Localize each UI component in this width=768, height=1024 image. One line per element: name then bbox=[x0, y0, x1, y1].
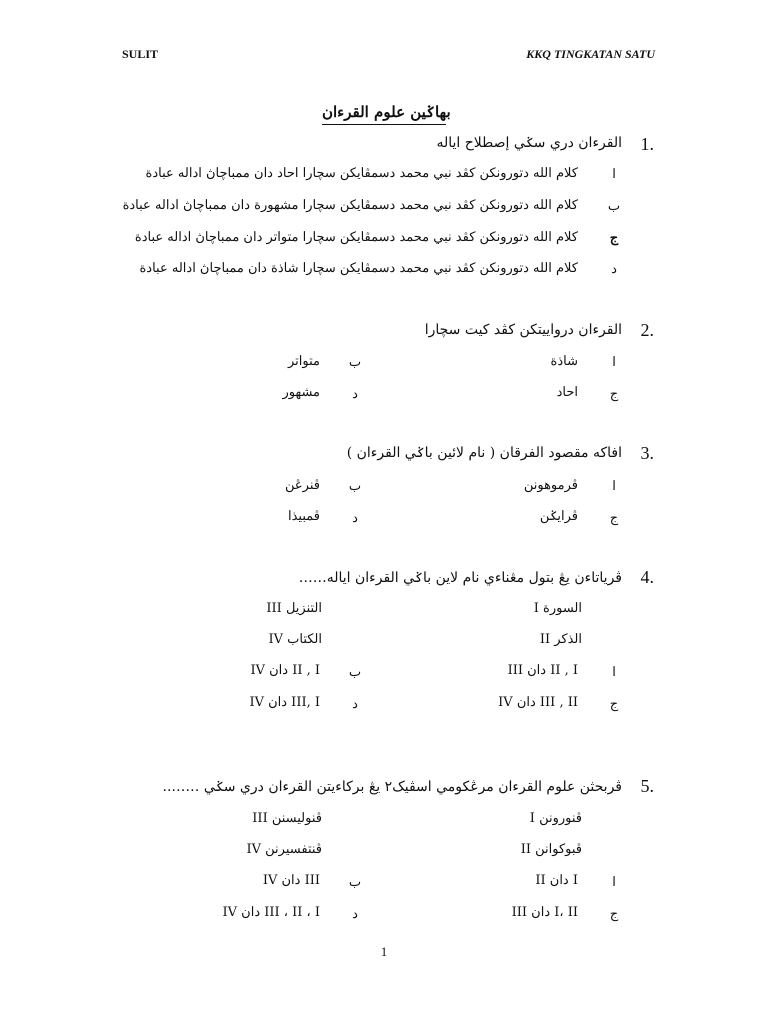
option-text: كلام الله دتورونكن كڤد نبي محمد دسمڤايكن سچارا احاد دان ممباچاڽ اداله عبادة bbox=[145, 166, 578, 181]
option-text: ڤمبيذا bbox=[287, 509, 320, 524]
question-number: 5. bbox=[640, 776, 654, 796]
option-letter: ب bbox=[348, 875, 362, 890]
option-text: ڤرايݢن bbox=[539, 509, 578, 524]
option-letter: د bbox=[611, 262, 617, 277]
option-letter: ج bbox=[609, 387, 619, 402]
page-title: بهاݢين علوم القرءان bbox=[322, 103, 446, 125]
option-text: متواتر bbox=[287, 354, 320, 369]
option-letter: ج bbox=[609, 511, 619, 526]
option-text: ڤرموهونن bbox=[523, 478, 578, 493]
option-letter: د bbox=[352, 697, 358, 712]
question-text: القرءان درواييتكن كڤد كيت سچارا bbox=[424, 322, 622, 338]
option-text: II دان I bbox=[535, 873, 578, 888]
option-text: مشهور bbox=[282, 385, 320, 400]
option-letter: ب bbox=[607, 199, 621, 214]
statement: III التنزيل bbox=[266, 601, 322, 616]
option-letter: ا bbox=[612, 355, 616, 370]
option-letter: ج bbox=[609, 907, 619, 922]
option-text: III دان II , I bbox=[507, 663, 578, 678]
option-letter: ا bbox=[612, 665, 616, 680]
option-letter: د bbox=[352, 907, 358, 922]
question-text: ڤربحثن علوم القرءان مرڠكومي اسڤيک٢ يڠ بركاءيتن القرءان دري سݢي …….. bbox=[162, 779, 622, 795]
statement: II ڤبوكوانن bbox=[520, 842, 582, 857]
option-letter: د bbox=[352, 387, 358, 402]
question-number: 3. bbox=[640, 443, 654, 463]
option-text: III دان I، II bbox=[511, 905, 578, 920]
statement: IV ڤنتفسيرنن bbox=[246, 842, 322, 857]
option-letter: د bbox=[352, 511, 358, 526]
question-text: ڤرياتاءن يڠ بتول مڠناءي نام لاين باݢي القرءان اياله…… bbox=[298, 570, 622, 586]
question-text: افاكه مقصود الفرقان ( نام لائين باݢي القرءان ) bbox=[346, 445, 622, 461]
option-text: كلام الله دتورونكن كڤد نبي محمد دسمڤايكن سچارا متواتر دان ممباچاڽ اداله عبادة bbox=[134, 230, 578, 245]
option-letter: ج bbox=[609, 231, 619, 246]
statement: III ڤنوليسنن bbox=[252, 811, 322, 826]
header-left: SULIT bbox=[122, 47, 159, 61]
question-number: 1. bbox=[640, 134, 654, 154]
option-text: كلام الله دتورونكن كڤد نبي محمد دسمڤايكن سچارا شاذة دان ممباچاڽ اداله عبادة bbox=[139, 261, 578, 276]
option-letter: ب bbox=[348, 665, 362, 680]
option-letter: ج bbox=[609, 697, 619, 712]
page-number: 1 bbox=[380, 944, 388, 959]
option-text: ڤنرڠن bbox=[285, 478, 320, 493]
statement: II الذكر bbox=[539, 632, 582, 647]
option-text: IV دان II , I bbox=[250, 663, 320, 678]
option-letter: ب bbox=[348, 479, 362, 494]
option-text: شاذة bbox=[550, 354, 578, 369]
option-text: IV دان III ، II ، I bbox=[222, 905, 320, 920]
question-number: 2. bbox=[640, 320, 654, 340]
question-text: القرءان دري سݢي إصطلاح اياله bbox=[436, 135, 622, 151]
option-letter: ا bbox=[612, 875, 616, 890]
statement: IV الكتاب bbox=[268, 632, 322, 647]
option-letter: ا bbox=[612, 167, 616, 182]
statement: I ڤنورونن bbox=[529, 811, 582, 826]
statement: I السورة bbox=[533, 601, 582, 616]
option-text: IV دان III bbox=[262, 873, 320, 888]
option-text: احاد bbox=[556, 385, 578, 400]
option-letter: ب bbox=[348, 355, 362, 370]
option-letter: ا bbox=[612, 479, 616, 494]
header-right: KKQ TINGKATAN SATU bbox=[526, 47, 655, 61]
question-number: 4. bbox=[640, 567, 654, 587]
option-text: IV دان III, I bbox=[249, 695, 320, 710]
option-text: كلام الله دتورونكن كڤد نبي محمد دسمڤايكن سچارا مشهورة دان ممباچاڽ اداله عبادة bbox=[122, 198, 578, 213]
option-text: IV دان III , II bbox=[498, 695, 578, 710]
